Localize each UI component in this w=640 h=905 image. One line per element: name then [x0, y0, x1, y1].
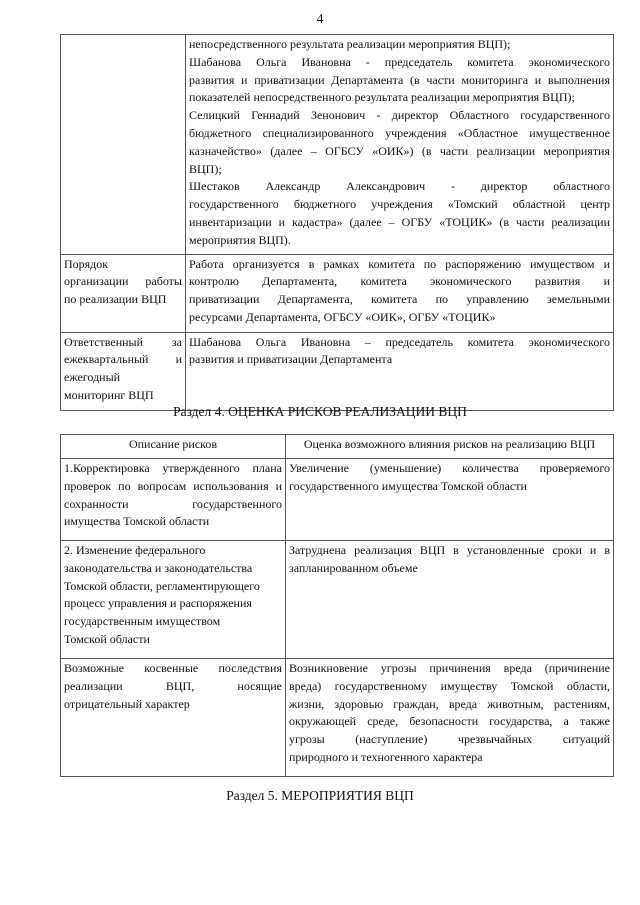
- table-row: [61, 332, 614, 410]
- text-line: Томской области, регламентирующего: [64, 578, 260, 593]
- text-line: развития и приватизации Департамента (в части мониторинга и выполнения: [189, 72, 610, 87]
- text-line: реализации ВЦП, носящие: [64, 678, 282, 693]
- program-info-table: [60, 34, 614, 411]
- text-line: отрицательный характер: [64, 696, 190, 711]
- text-line: приватизации Департамента, комитета по управлению земельными: [189, 292, 610, 307]
- text-line: ресурсами Департамента, ОГБСУ «ОИК», ОГБУ «ТОЦИК»: [189, 309, 496, 324]
- text-line: запланированном объеме: [289, 560, 418, 575]
- row-value-cell: [186, 254, 614, 332]
- page-number: 4: [316, 12, 324, 27]
- text-line: окружающей среде, безопасности государства, а также: [289, 714, 610, 729]
- text-line: Порядок: [64, 256, 109, 271]
- text-line: Селицкий Геннадий Зенонович - директор Областного государственного: [189, 108, 610, 123]
- row-value-cell: [186, 35, 614, 255]
- text-line: государственного бюджетного учреждения «Томский областной центр: [189, 197, 610, 212]
- text-line: Томской области: [64, 631, 150, 646]
- text-line: жизни, здоровью граждан, вреда животным, растениям,: [289, 696, 610, 711]
- text-line: 1.Корректировка утвержденного плана: [64, 461, 282, 475]
- text-line: государственным имуществом: [64, 614, 221, 629]
- text-line: сохранности государственного: [64, 496, 282, 511]
- risk-cell: [61, 459, 286, 541]
- row-value-cell: [186, 332, 614, 410]
- text-line: природного и техногенного характера: [289, 749, 483, 764]
- section-5-heading: Раздел 5. МЕРОПРИЯТИЯ ВЦП: [226, 788, 414, 803]
- text-line: угрозы (наступление) чрезвычайных ситуаций: [289, 732, 610, 747]
- text-line: ежегодный: [64, 370, 121, 385]
- column-header: Оценка возможного влияния рисков на реализацию ВЦП: [286, 435, 614, 459]
- text-line: показателей непосредственного результата реализации мероприятия ВЦП);: [189, 90, 575, 105]
- table-row: [61, 459, 614, 541]
- text-line: ВЦП);: [189, 161, 222, 176]
- text-line: 2. Изменение федерального: [64, 543, 206, 557]
- table-row: [61, 254, 614, 332]
- column-header: Описание рисков: [61, 435, 286, 459]
- text-line: Ответственный за: [64, 334, 182, 349]
- text-line: Шестаков Александр Александрович - директор областного: [189, 179, 610, 194]
- row-label-cell: [61, 332, 186, 410]
- text-line: непосредственного результата реализации мероприятия ВЦП);: [189, 37, 511, 51]
- impact-cell: [286, 659, 614, 777]
- text-line: государственного имущества Томской области: [289, 478, 527, 493]
- text-line: инвентаризации и кадастра» (далее – ОГБУ «ТОЦИК» (в части реализации: [189, 214, 610, 229]
- text-line: Шабанова Ольга Ивановна - председатель комитета экономического: [189, 54, 610, 69]
- text-line: законодательства и законодательства: [64, 560, 253, 575]
- risk-cell: [61, 659, 286, 777]
- text-line: Увеличение (уменьшение) количества проверяемого: [289, 461, 610, 475]
- table-row: [61, 35, 614, 255]
- text-line: вреда) государственному имуществу Томской области,: [289, 678, 610, 693]
- text-line: имущества Томской области: [64, 514, 210, 529]
- text-line: Возникновение угрозы причинения вреда (причинение: [289, 661, 610, 675]
- text-line: развития и приватизации Департамента: [189, 352, 393, 367]
- risk-cell: [61, 541, 286, 659]
- text-line: мониторинг ВЦП: [64, 387, 154, 402]
- text-line: бюджетного специализированного учреждения «Областное имущественное: [189, 125, 610, 140]
- text-line: Шабанова Ольга Ивановна – председатель комитета экономического: [189, 334, 610, 349]
- risk-assessment-table: [60, 434, 614, 777]
- text-line: казначейство» (далее – ОГБСУ «ОИК») (в части реализации мероприятия: [189, 143, 610, 158]
- text-line: по реализации ВЦП: [64, 292, 167, 307]
- table-row: [61, 659, 614, 777]
- impact-cell: [286, 459, 614, 541]
- section-4-heading: Раздел 4. ОЦЕНКА РИСКОВ РЕАЛИЗАЦИИ ВЦП: [173, 404, 467, 419]
- table-row: [61, 541, 614, 659]
- text-line: ежеквартальный и: [64, 352, 182, 367]
- text-line: мероприятия ВЦП).: [189, 232, 291, 247]
- row-label-cell: [61, 35, 186, 255]
- text-line: Затруднена реализация ВЦП в установленные сроки и в: [289, 543, 610, 557]
- impact-cell: [286, 541, 614, 659]
- row-label-cell: [61, 254, 186, 332]
- table-header-row: [61, 435, 614, 459]
- text-line: процесс управления и распоряжения: [64, 596, 252, 611]
- text-line: организации работы: [64, 274, 182, 289]
- text-line: контролю Департамента, комитета экономического развития и: [189, 274, 610, 289]
- text-line: Возможные косвенные последствия: [64, 661, 282, 675]
- text-line: проверок по вопросам использования и: [64, 478, 282, 493]
- text-line: Работа организуется в рамках комитета по распоряжению имуществом и: [189, 256, 610, 271]
